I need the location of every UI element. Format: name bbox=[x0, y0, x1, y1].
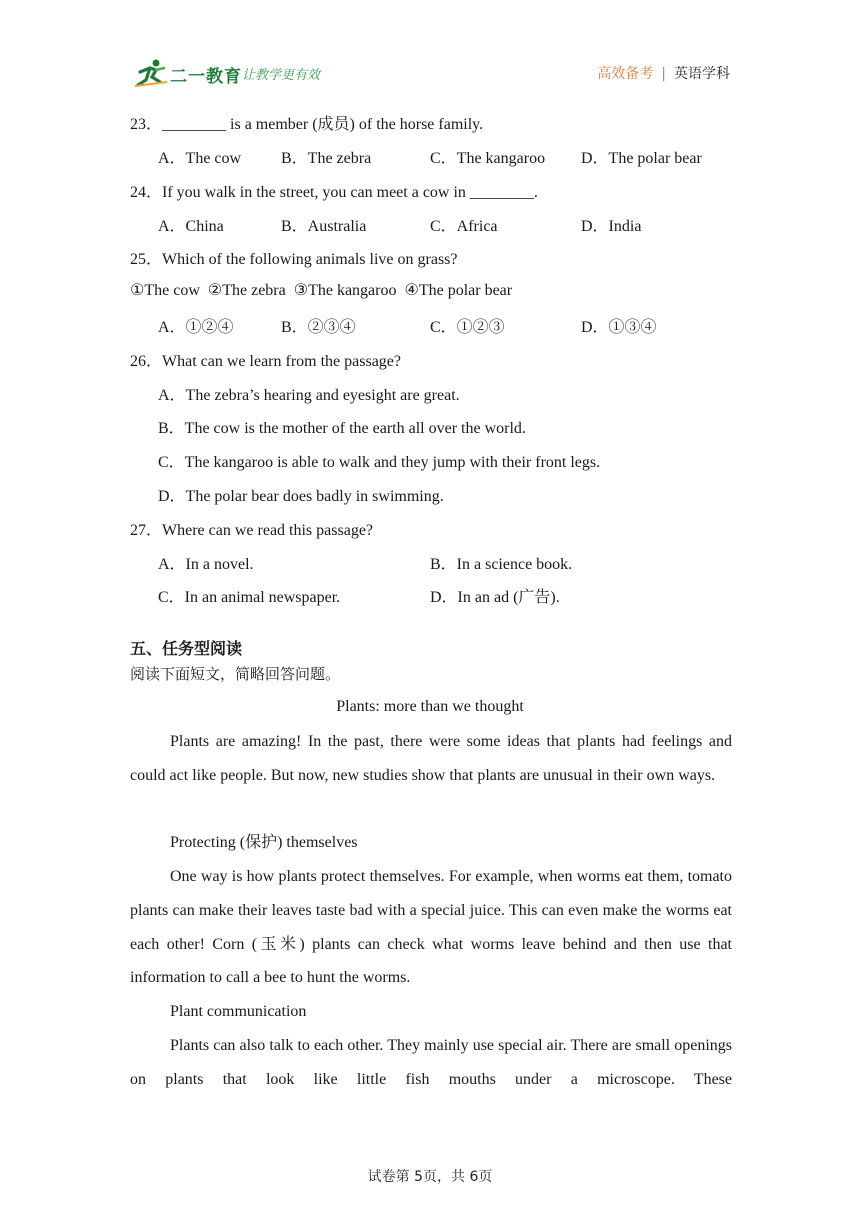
q24-option-b: B．Australia bbox=[281, 218, 367, 235]
q27-option-c: C．In an animal newspaper. bbox=[158, 589, 341, 606]
passage-subheading-protecting: Protecting (保护) themselves bbox=[170, 834, 358, 851]
q25-option-a: A．①②④ bbox=[158, 319, 234, 336]
q26-option-a: A．The zebra’s hearing and eyesight are great. bbox=[158, 387, 460, 404]
q25-choices-list: ①The cow ②The zebra ③The kangaroo ④The polar bear bbox=[130, 282, 513, 299]
passage-subheading-communication: Plant communication bbox=[170, 1003, 307, 1020]
question-27-stem bbox=[130, 517, 373, 540]
header-tags bbox=[597, 63, 730, 83]
q25-option-d: D．①③④ bbox=[581, 319, 657, 336]
question-number: 27． bbox=[130, 522, 163, 539]
logo-text: 二一教育 bbox=[170, 67, 242, 87]
passage-paragraph-3: Plants can also talk to each other. They mainly use special air. There are small openings on plants that look like little fish mouths under a microscope. These bbox=[130, 1037, 732, 1088]
question-number: 25． bbox=[130, 251, 163, 268]
passage-paragraph-2: One way is how plants protect themselves. For example, when worms eat them, tomato plants can make their leaves taste bad with a special juice. This can even make the worms eat each other! Corn (玉米) plants can check what worms leave behind and then use that information to call a bee to hunt the worms. bbox=[130, 868, 732, 987]
passage-paragraph-1: Plants are amazing! In the past, there were some ideas that plants had feelings and could act like people. But now, new studies show that plants are unusual in their own ways. bbox=[130, 733, 732, 784]
passage-title: Plants: more than we thought bbox=[336, 698, 524, 715]
question-text: If you walk in the street, you can meet a cow in ________. bbox=[162, 184, 538, 201]
q23-option-a: A．The cow bbox=[158, 150, 242, 167]
q23-option-c: C．The kangaroo bbox=[430, 150, 546, 167]
site-logo bbox=[132, 56, 342, 90]
question-text: What can we learn from the passage? bbox=[162, 353, 402, 370]
q23-option-b: B．The zebra bbox=[281, 150, 372, 167]
page-footer: 试卷第 5页，共 6页 bbox=[367, 1169, 493, 1185]
header-tag-exam: 高效备考 bbox=[597, 66, 654, 82]
section-title: 五、任务型阅读 bbox=[130, 639, 243, 658]
question-25-stem bbox=[130, 246, 458, 269]
logo-slogan: 让教学更有效 bbox=[242, 68, 321, 83]
question-text: Where can we read this passage? bbox=[162, 522, 374, 539]
q23-option-d: D．The polar bear bbox=[581, 150, 702, 167]
header-separator: | bbox=[661, 66, 666, 82]
q27-option-a: A．In a novel. bbox=[158, 556, 254, 573]
q25-option-c: C．①②③ bbox=[430, 319, 505, 336]
q24-option-c: C．Africa bbox=[430, 218, 498, 235]
question-number: 24． bbox=[130, 184, 163, 201]
q26-option-d: D．The polar bear does badly in swimming. bbox=[158, 488, 444, 505]
question-number: 23． bbox=[130, 116, 163, 133]
q26-option-c: C．The kangaroo is able to walk and they jump with their front legs. bbox=[158, 454, 601, 471]
question-23-stem bbox=[130, 111, 483, 134]
question-text: ________ is a member (成员) of the horse family. bbox=[162, 116, 484, 133]
q27-option-d: D．In an ad (广告). bbox=[430, 589, 560, 606]
q24-option-d: D．India bbox=[581, 218, 642, 235]
q25-option-b: B．②③④ bbox=[281, 319, 356, 336]
runner-logo-icon bbox=[134, 58, 168, 88]
question-26-stem bbox=[130, 348, 401, 371]
question-number: 26． bbox=[130, 353, 163, 370]
q26-option-b: B．The cow is the mother of the earth all over the world. bbox=[158, 420, 526, 437]
question-24-stem bbox=[130, 179, 538, 202]
header-tag-subject: 英语学科 bbox=[674, 66, 730, 82]
q27-option-b: B．In a science book. bbox=[430, 556, 573, 573]
section-instruction: 阅读下面短文，简略回答问题。 bbox=[130, 665, 341, 683]
q24-option-a: A．China bbox=[158, 218, 224, 235]
question-text: Which of the following animals live on grass? bbox=[162, 251, 458, 268]
